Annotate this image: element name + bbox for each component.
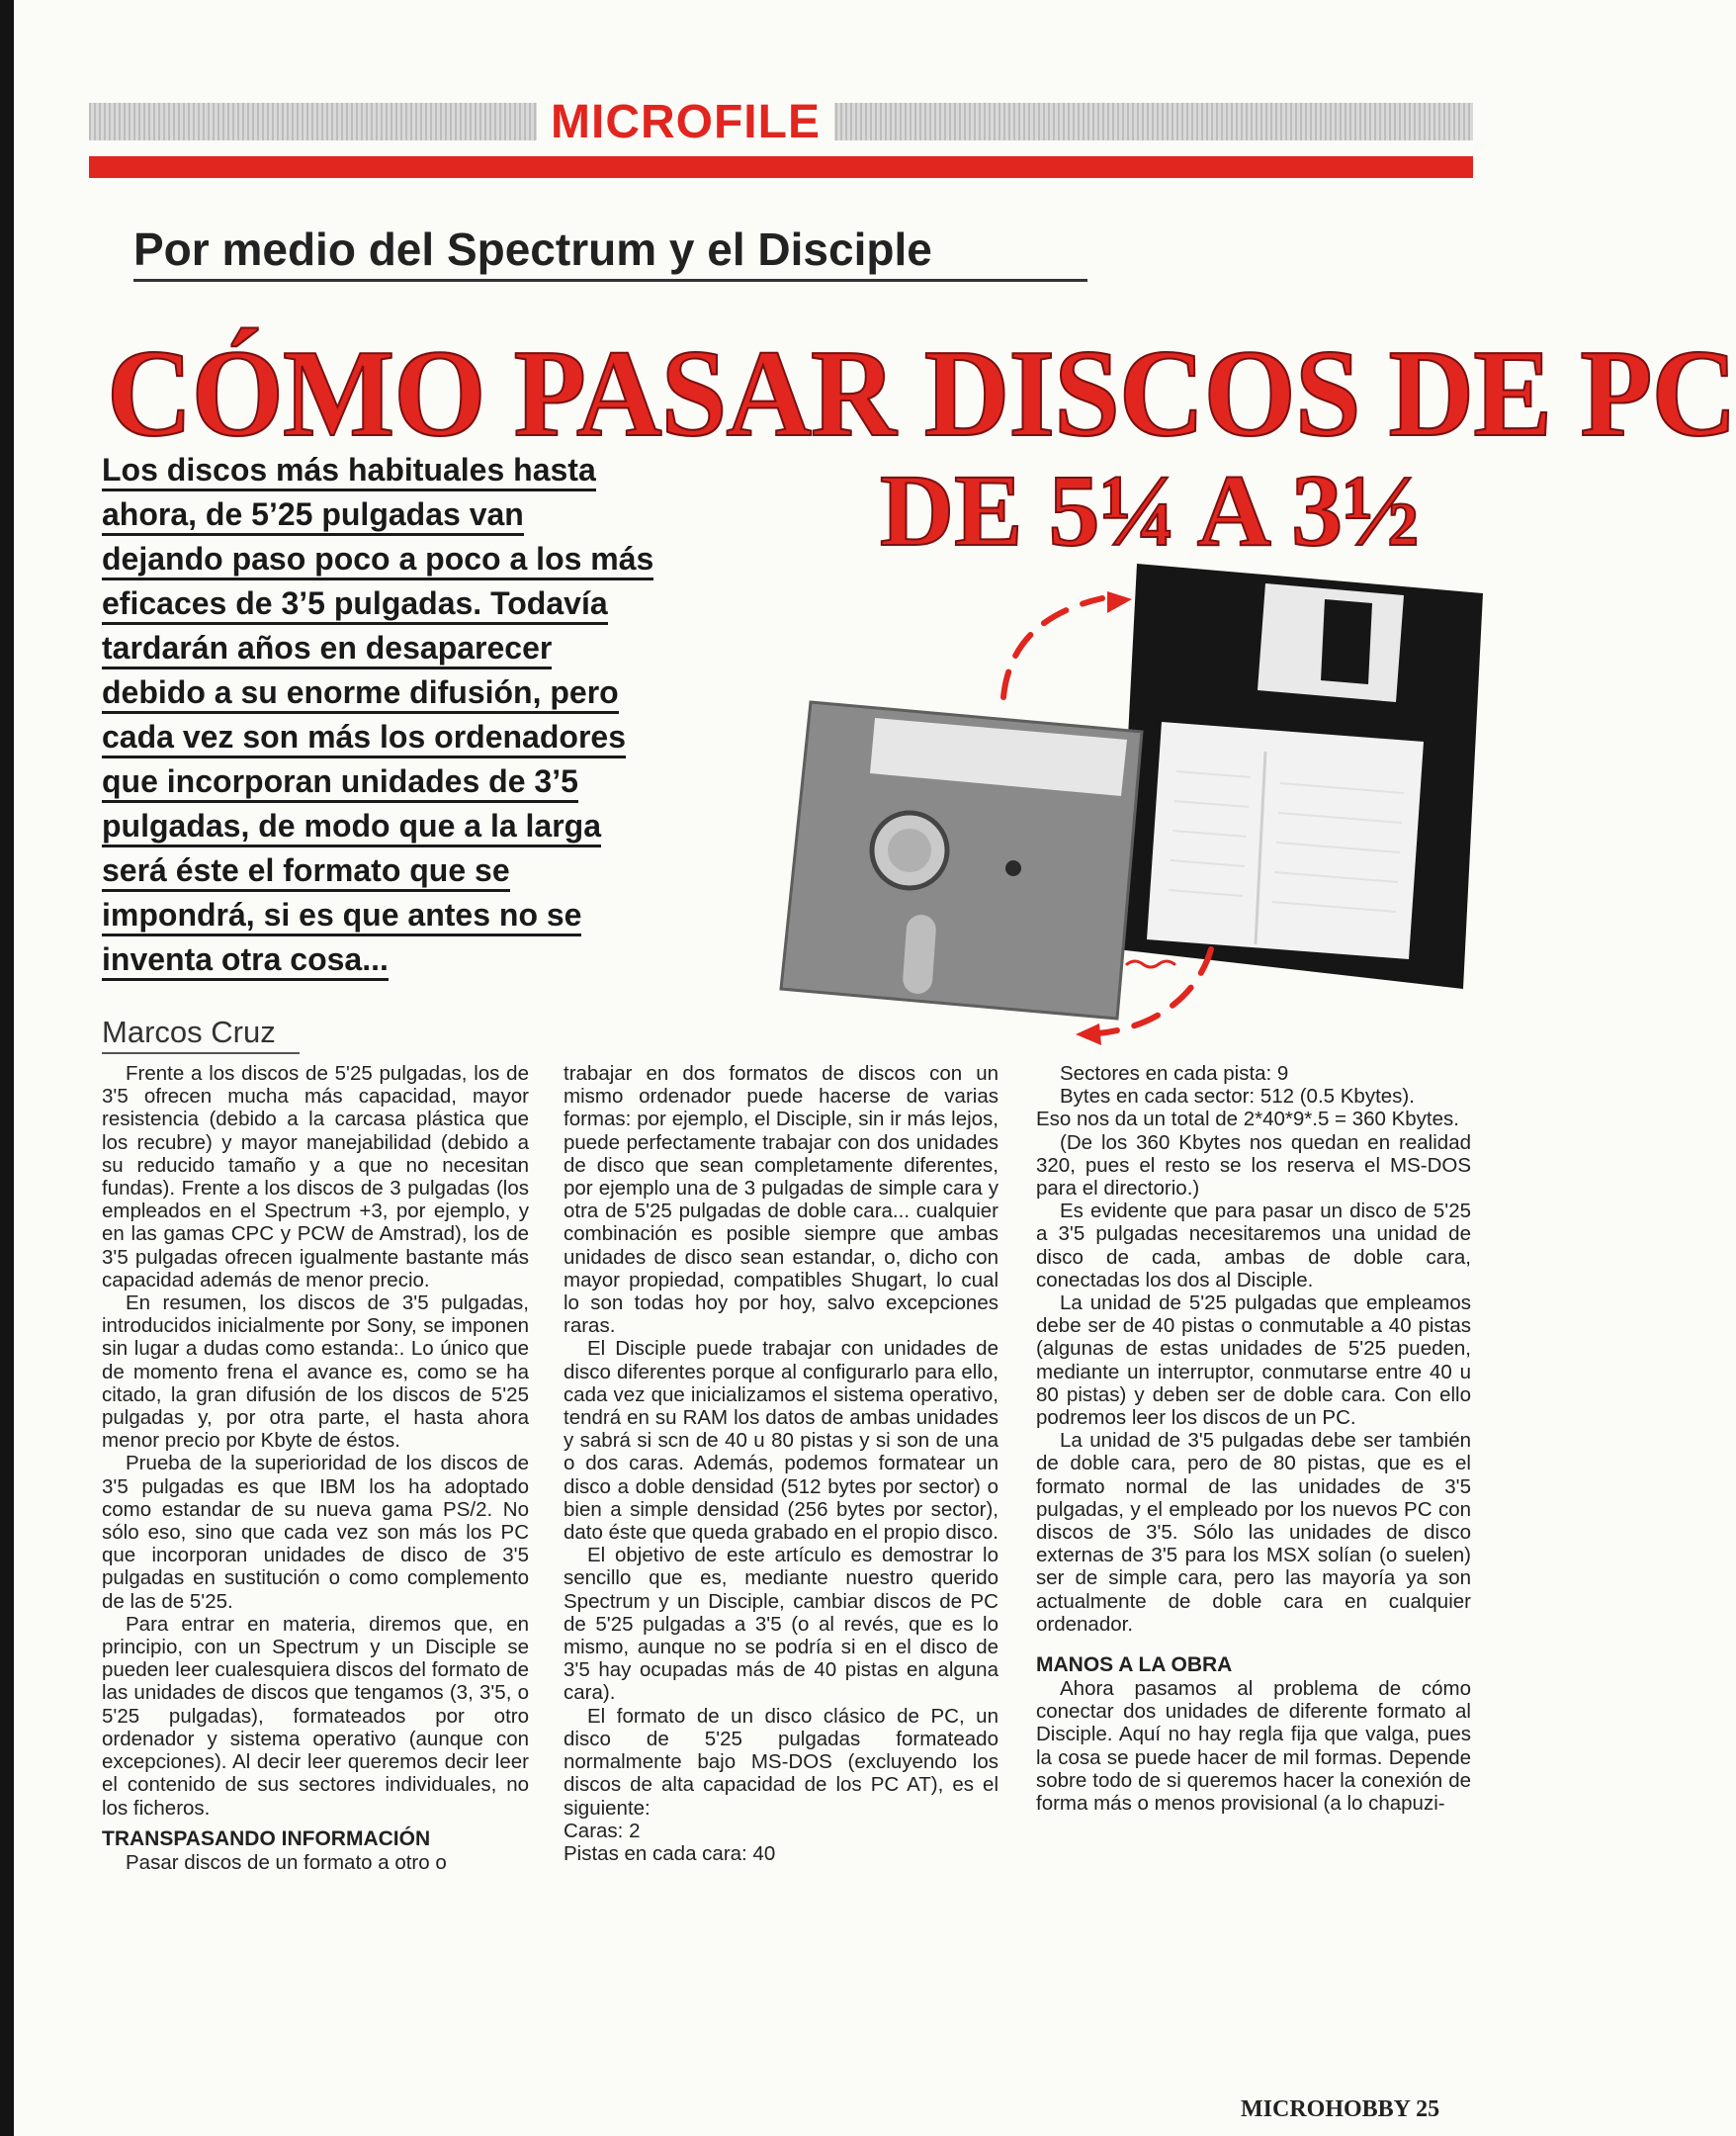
section-label: MICROFILE [537,97,834,148]
page-spine [0,0,14,2136]
format-spec-line: Sectores en cada pista: 9 [1060,1062,1289,1085]
paragraph: El objetivo de este artículo es demostrar lo sencillo que es, mediante nuestro querido Spectrum y un Disciple, cambiar discos de PC de 5'25 pulgadas a 3'5 (o al revés, que es lo mismo, aunque no se podría si en el disco de 3'5 hay ocupadas más de 40 pistas en alguna cara). [564,1544,998,1705]
lead-line: eficaces de 3’5 pulgadas. Todavía [102,584,608,625]
lead-line: inventa otra cosa... [102,940,389,981]
lead-line: impondrá, si es que antes no se [102,896,581,936]
paragraph: El Disciple puede trabajar con unidades de disco diferentes porque al configurarlo para ello, cada vez que inicializamos el sistema operativo, tendrá en su RAM los datos de ambas unidades y sabrá si scn de 40 u 80 pistas y si son de una o dos caras. Además, podemos formatear un disco a doble densidad (512 bytes por sector) o bien a simple densidad (256 bytes por sector), dato éste que queda grabado en el propio disco. [564,1337,998,1545]
paragraph: Para entrar en materia, diremos que, en principio, con un Spectrum y un Disciple se pueden leer cualesquiera discos del formato de las unidades de discos que tengamos (3, 3'5, o 5'25 pulgadas), formateados por otro ordenador y sistema operativo (aunque con excepciones). Al decir leer queremos decir leer el contenido de sus sectores individuales, no los ficheros. [102,1612,529,1820]
lead-line: que incorporan unidades de 3’5 [102,762,578,803]
section-heading: TRANSPASANDO INFORMACIÓN [102,1826,431,1850]
floppy-3-5-icon [1117,564,1483,989]
format-spec-line: Caras: 2 [564,1819,641,1842]
format-spec-line: Bytes en cada sector: 512 (0.5 Kbytes). [1060,1085,1415,1109]
byline-rule [102,1052,300,1054]
article-title-line1: CÓMO PASAR DISCOS DE PC [107,323,1736,463]
paragraph: Ahora pasamos al problema de cómo conectar dos unidades de diferente formato al Disciple. Aquí no hay regla fija que valga, pues la cosa se puede hacer de mil formas. Depende sobre todo de si queremos hacer la conexión de forma más o menos provisional (a lo chapuzi- [1036,1677,1471,1816]
page-footer [1241,2096,1439,2123]
paragraph: trabajar en dos formatos de discos con un mismo ordenador puede hacerse de varias formas: por ejemplo, el Disciple, sin ir más lejos, puede perfectamente trabajar con dos unidades de disco que sean completamente diferentes, por ejemplo una de 3 pulgadas de simple cara y otra de 5'25 pulgadas de doble cara... cualquier combinación es posible siempre que ambas unidades de disco sean estandar, o, dicho con mayor propiedad, compatibles Shugart, lo cual lo son todas hoy por hoy, salvo excepciones raras. [564,1062,998,1338]
paragraph: En resumen, los discos de 3'5 pulgadas, introducidos inicialmente por Sony, se imponen sin lugar a dudas como estanda:. Lo único que de momento frena el avance es, como se ha citado, la gran difusión de los discos de 5'25 pulgadas y, por otra parte, el hasta ahora menor precio por Kbyte de éstos. [102,1291,529,1453]
text-column-1 [102,1062,529,1874]
paragraph: Pasar discos de un formato a otro o [126,1850,447,1874]
paragraph: Frente a los discos de 5'25 pulgadas, los de 3'5 ofrecen mucha más capacidad, mayor resistencia (debido a la carcasa plástica que los recubre) y mayor manejabilidad (debido a su reducido tamaño y a que no necesitan fundas). Frente a los discos de 3 pulgadas (los empleados en el Spectrum +3, por ejemplo, y en las gamas CPC y PCW de Amstrad), los de 3'5 pulgadas ofrecen igualmente bastante más capacidad además de menor precio. [102,1062,529,1291]
text-column-3 [1036,1062,1471,1815]
lead-line: tardarán años en desaparecer [102,629,552,669]
paragraph: (De los 360 Kbytes nos quedan en realidad 320, pues el resto se los reserva el MS-DOS para el directorio.) [1036,1130,1471,1201]
text-column-2 [564,1062,998,1865]
subtitle-rule [133,279,1087,282]
paragraph: El formato de un disco clásico de PC, un disco de 5'25 pulgadas formateado normalmente bajo MS-DOS (excluyendo los discos de alta capacidad de los PC AT), es el siguiente: [564,1704,998,1820]
paragraph: La unidad de 5'25 pulgadas que empleamos debe ser de 40 pistas o conmutable a 40 pistas (algunas de estas unidades de 5'25 pueden, mediante un interruptor, conmutarse entre 40 u 80 pistas) y deben ser de doble cara. Con ello podremos leer los discos de un PC. [1036,1291,1471,1430]
paragraph: La unidad de 3'5 pulgadas debe ser también de doble cara, pero de 80 pistas, que es el formato normal de las unidades de 3'5 pulgadas, y el empleado por los nuevos PC con discos de 3'5. Sólo las unidades de disco externas de 3'5 para los MSX solían (o suelen) ser de simple cara, pero las mayoría ya son actualmente de doble cara en cualquier ordenador. [1036,1429,1471,1636]
page-number: 25 [1416,2096,1440,2122]
lead-line: ahora, de 5’25 pulgadas van [102,495,524,536]
lead-line: debido a su enorme difusión, pero [102,673,619,714]
lead-line: Los discos más habituales hasta [102,451,596,491]
lead-line: dejando paso poco a poco a los más [102,540,653,580]
author-byline: Marcos Cruz [102,1015,276,1049]
lead-line: pulgadas, de modo que a la larga [102,807,601,847]
floppy-5-25-icon [781,702,1142,1019]
lead-line: será éste el formato que se [102,851,510,892]
section-header [89,96,1473,148]
paragraph: Eso nos da un total de 2*40*9*.5 = 360 Kbytes. [1036,1108,1459,1131]
magazine-name: MICROHOBBY [1241,2096,1411,2122]
section-heading: MANOS A LA OBRA [1036,1653,1233,1677]
lead-paragraph [102,451,774,985]
format-spec-line: Pistas en cada cara: 40 [564,1841,776,1865]
header-red-rule [89,156,1473,178]
floppy-disks-illustration [712,554,1483,1068]
article-subtitle: Por medio del Spectrum y el Disciple [133,223,932,275]
article-title-line2: DE 5¼ A 3½ [880,454,1421,568]
paragraph: Es evidente que para pasar un disco de 5'25 a 3'5 pulgadas necesitaremos una unidad de disco de cada, ambas de doble cara, conectadas los dos al Disciple. [1036,1200,1471,1291]
lead-line: cada vez son más los ordenadores [102,718,626,758]
paragraph: Prueba de la superioridad de los discos de 3'5 pulgadas es que IBM los ha adoptado como estandar de su nueva gama PS/2. No sólo eso, sino que cada vez son más los PC que incorporan unidades de disco de 3'5 pulgadas en sustitución o como complemento de las de 5'25. [102,1452,529,1613]
